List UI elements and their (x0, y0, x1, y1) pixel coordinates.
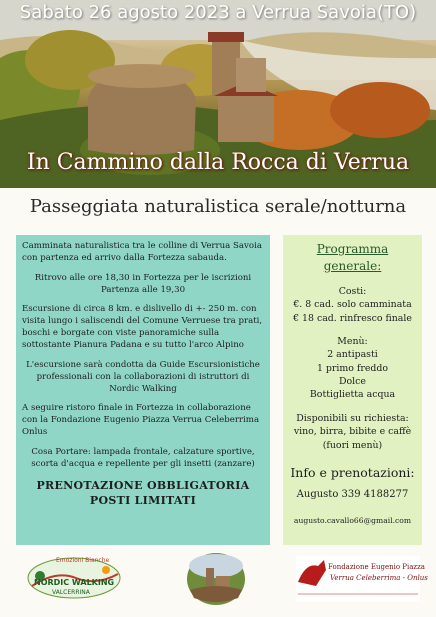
guides-info: L'escursione sarà condotta da Guide Escursionistiche professionali con la collaborazioni di istruttori di Nordic Walking (26, 359, 260, 394)
hero-photo (0, 0, 436, 188)
booking-notice (22, 479, 264, 509)
event-date-heading: Sabato 26 agosto 2023 a Verrua Savoia(TO) (19, 2, 417, 23)
contact-phone: Augusto 339 4188277 (296, 488, 409, 500)
costs-block (287, 285, 418, 325)
booking-required: PRENOTAZIONE OBBLIGATORIA (36, 478, 250, 492)
meeting-info (22, 273, 264, 297)
departure-time: Partenza alle 19,30 (100, 284, 186, 295)
refreshment-info: A seguire ristoro finale in Fortezza in collaborazione con la Fondazione Eugenio Piazza Verrua Celeberrima Onlus (22, 403, 260, 438)
menu-item: Dolce (339, 376, 366, 388)
extras-line: Disponibili su richiesta: (296, 412, 409, 424)
meeting-time: Ritrovo alle ore 18,30 in Fortezza per le iscrizioni (34, 272, 252, 283)
intro-text: Camminata naturalistica tra le colline di Verrua Savoia con partenza ed arrivo dalla Fortezza sabauda. (22, 241, 262, 263)
logo-left-top-text: Emozioni Bianche (56, 557, 110, 564)
foundation-name: Fondazione Eugenio Piazza (328, 563, 425, 571)
contact-heading: Info e prenotazioni: (290, 464, 415, 480)
event-details-panel (16, 235, 270, 545)
route-description: Escursione di circa 8 km. e dislivello di +- 250 m. con visita lungo i saliscendi del Comune Verruese tra prati, boschi e borgate con viste panoramiche sulla sottostante Pianura Padana e su tutto l'arco Alpino (22, 304, 263, 351)
menu-item: 2 antipasti (327, 349, 378, 361)
menu-item: 1 primo freddo (316, 362, 389, 374)
menu-label: Menù: (337, 336, 368, 348)
fortress-badge-logo (186, 552, 246, 606)
what-to-bring: Cosa Portare: lampada frontale, calzature sportive, scorta d'acqua e repellente per gli insetti (zanzare) (31, 447, 255, 469)
cost-refresh: € 18 cad. rinfresco finale (293, 312, 412, 324)
program-heading: Programma generale: (316, 242, 389, 274)
menu-item: Bottiglietta acqua (309, 389, 396, 401)
menu-block (287, 335, 418, 402)
event-subtitle: Passeggiata naturalistica serale/notturna (29, 196, 407, 217)
logo-left-main-text: NORDIC WALKING (34, 578, 115, 587)
nordic-walking-logo (26, 556, 122, 602)
event-title: In Cammino dalla Rocca di Verrua (26, 150, 410, 175)
costs-label: Costi: (338, 286, 367, 298)
extras-line: vino, birra, bibite e caffè (293, 426, 412, 438)
foundation-subtitle: Verrua Celeberrima - Onlus (330, 574, 428, 582)
foundation-logo (296, 556, 428, 602)
extras-block (287, 412, 418, 452)
extras-line: (fuori menù) (322, 439, 383, 451)
cost-walk: €. 8 cad. solo camminata (293, 299, 412, 311)
program-panel (283, 235, 422, 545)
fortress-badge-icon (186, 552, 246, 606)
limited-places: POSTI LIMITATI (89, 493, 197, 507)
logo-left-sub-text: VALCERRINA (52, 589, 90, 596)
contact-email: augusto.cavallo66@gmail.com (293, 515, 412, 525)
